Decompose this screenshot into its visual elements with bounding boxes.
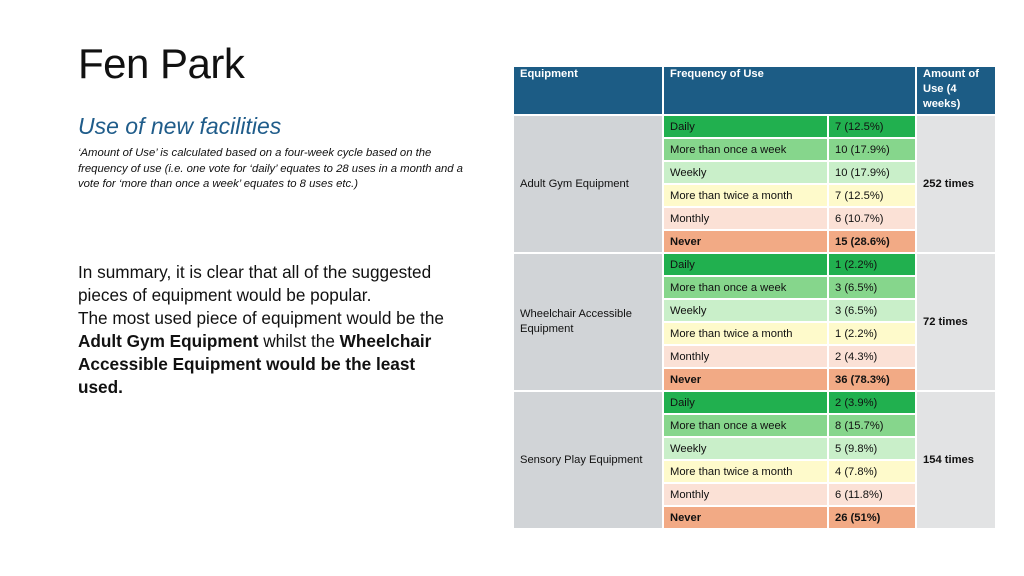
frequency-cell: Monthly <box>664 346 827 367</box>
equipment-name: Adult Gym Equipment <box>514 116 662 252</box>
frequency-cell: Daily <box>664 392 827 413</box>
frequency-cell: More than twice a month <box>664 185 827 206</box>
frequency-cell: More than once a week <box>664 415 827 436</box>
summary-line-1: In summary, it is clear that all of the suggested pieces of equipment would be popular. <box>78 262 432 305</box>
amount-cell: 252 times <box>917 116 995 252</box>
frequency-cell: Never <box>664 231 827 252</box>
value-cell: 3 (6.5%) <box>829 277 915 298</box>
frequency-cell: Never <box>664 369 827 390</box>
frequency-cell: More than once a week <box>664 277 827 298</box>
value-cell: 7 (12.5%) <box>829 185 915 206</box>
value-cell: 2 (3.9%) <box>829 392 915 413</box>
amount-cell: 154 times <box>917 392 995 528</box>
frequency-cell: More than once a week <box>664 139 827 160</box>
frequency-cell: Weekly <box>664 300 827 321</box>
frequency-cell: Monthly <box>664 484 827 505</box>
equipment-name: Wheelchair Accessible Equipment <box>514 254 662 390</box>
table-row <box>514 392 995 413</box>
table-row <box>514 254 995 275</box>
value-cell: 5 (9.8%) <box>829 438 915 459</box>
value-cell: 6 (11.8%) <box>829 484 915 505</box>
value-cell: 10 (17.9%) <box>829 162 915 183</box>
header-amount: Amount of Use (4 weeks) <box>917 67 995 114</box>
value-cell: 26 (51%) <box>829 507 915 528</box>
frequency-cell: Daily <box>664 116 827 137</box>
value-cell: 8 (15.7%) <box>829 415 915 436</box>
frequency-cell: Monthly <box>664 208 827 229</box>
calculation-note: ‘Amount of Use’ is calculated based on a four-week cycle based on the frequency of use (i.e. one vote for ‘daily’ equates to 28 uses in a month and a vote for ‘more than once a week’ equates to 8 uses etc.) <box>78 147 463 190</box>
frequency-cell: More than twice a month <box>664 461 827 482</box>
amount-cell: 72 times <box>917 254 995 390</box>
summary-line-2c: whilst the <box>258 331 340 351</box>
page-title: Fen Park <box>78 40 245 87</box>
value-cell: 6 (10.7%) <box>829 208 915 229</box>
value-cell: 7 (12.5%) <box>829 116 915 137</box>
value-cell: 15 (28.6%) <box>829 231 915 252</box>
frequency-cell: Daily <box>664 254 827 275</box>
frequency-cell: Weekly <box>664 162 827 183</box>
page-subtitle: Use of new facilities <box>78 113 282 139</box>
frequency-cell: More than twice a month <box>664 323 827 344</box>
value-cell: 4 (7.8%) <box>829 461 915 482</box>
value-cell: 36 (78.3%) <box>829 369 915 390</box>
frequency-cell: Weekly <box>664 438 827 459</box>
header-equipment: Equipment <box>514 67 662 114</box>
value-cell: 10 (17.9%) <box>829 139 915 160</box>
header-frequency: Frequency of Use <box>664 67 915 114</box>
usage-table <box>512 65 997 530</box>
equipment-name: Sensory Play Equipment <box>514 392 662 528</box>
summary-text <box>78 261 458 399</box>
table-row <box>514 116 995 137</box>
summary-highlight-most: Adult Gym Equipment <box>78 331 259 351</box>
summary-line-2a: The most used piece of equipment would be the <box>78 308 444 328</box>
frequency-cell: Never <box>664 507 827 528</box>
summary-highlight-least: Wheelchair Accessible Equipment would be the least used. <box>78 331 432 397</box>
value-cell: 1 (2.2%) <box>829 254 915 275</box>
value-cell: 3 (6.5%) <box>829 300 915 321</box>
value-cell: 2 (4.3%) <box>829 346 915 367</box>
value-cell: 1 (2.2%) <box>829 323 915 344</box>
